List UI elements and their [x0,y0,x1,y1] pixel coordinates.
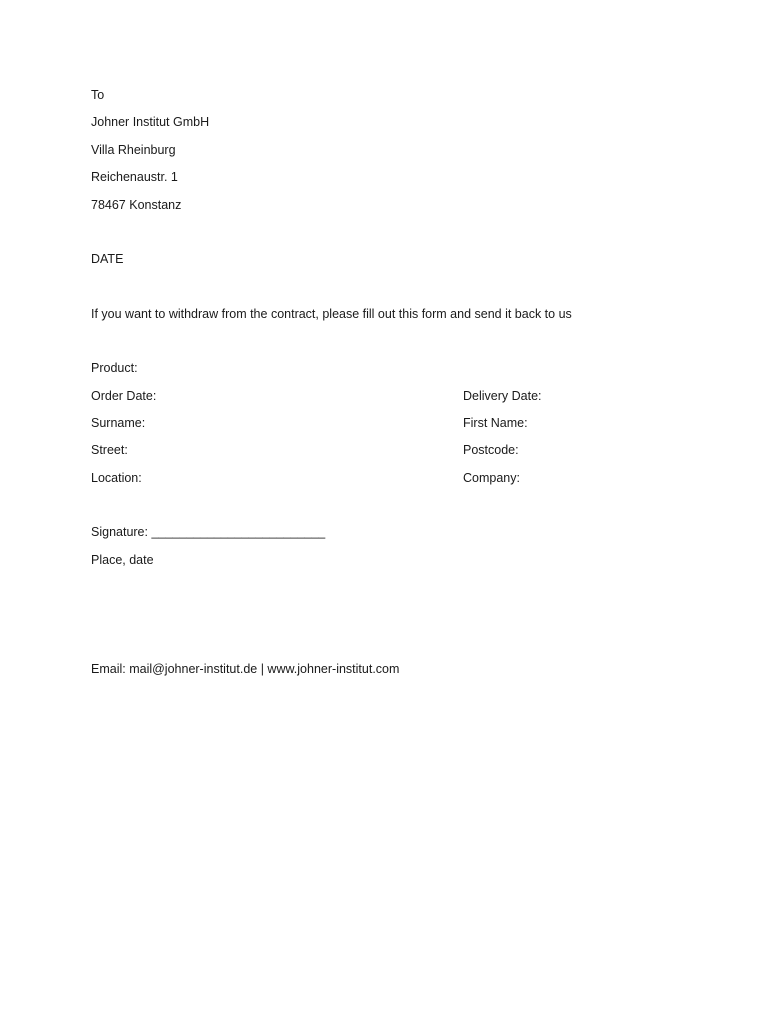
recipient-building: Villa Rheinburg [91,143,176,157]
product-field-label: Product: [91,361,138,375]
order-date-field-label: Order Date: [91,389,157,403]
recipient-city: 78467 Konstanz [91,198,182,212]
date-label: DATE [91,252,124,266]
recipient-street: Reichenaustr. 1 [91,170,178,184]
recipient-salutation: To [91,88,105,102]
first-name-field-label: First Name: [463,416,528,430]
company-field-label: Company: [463,471,520,485]
delivery-date-field-label: Delivery Date: [463,389,542,403]
instruction-text: If you want to withdraw from the contract, please fill out this form and send it back to us [91,307,572,321]
place-date-label: Place, date [91,553,154,567]
signature-line: Signature: _________________________ [91,525,326,539]
location-field-label: Location: [91,471,142,485]
footer-contact: Email: mail@johner-institut.de | www.johner-institut.com [91,662,400,676]
postcode-field-label: Postcode: [463,443,519,457]
recipient-company: Johner Institut GmbH [91,115,210,129]
surname-field-label: Surname: [91,416,146,430]
street-field-label: Street: [91,443,128,457]
